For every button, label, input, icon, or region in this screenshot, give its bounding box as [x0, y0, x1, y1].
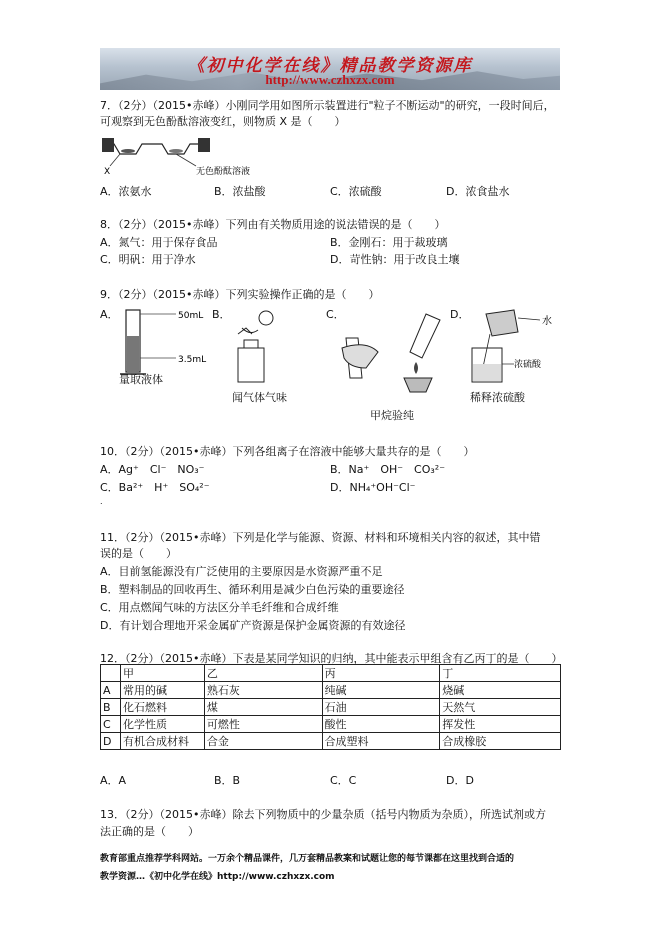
table-cell: A [101, 682, 121, 699]
q9-label-d[interactable]: D． [450, 308, 470, 321]
q9-stem: 9．（2分）（2015•赤峰）下列实验操作正确的是（ ） [100, 288, 380, 301]
table-cell: 天然气 [440, 699, 561, 716]
table-cell: 烧碱 [440, 682, 561, 699]
q11-stem-line2: 误的是（ ） [100, 547, 177, 560]
q9-figure-b-smell [228, 306, 288, 386]
q9-label-b[interactable]: B． [212, 308, 231, 321]
table-cell: 熟石灰 [204, 682, 322, 699]
table-row [101, 733, 561, 750]
table-row [101, 716, 561, 733]
q11-option-b[interactable]: B．塑料制品的回收再生、循环利用是减少白色污染的重要途径 [100, 583, 405, 596]
q7-option-c[interactable]: C．浓硫酸 [330, 185, 382, 198]
q10-option-a[interactable]: A．Ag⁺ Cl⁻ NO₃⁻ [100, 463, 205, 476]
table-header-cell: 甲 [120, 665, 204, 682]
q12-option-d[interactable]: D．D [446, 774, 474, 787]
table-cell: 纯碱 [322, 682, 440, 699]
q7-label-solution: 无色酚酞溶液 [196, 167, 251, 177]
footer-line1: 教育部重点推荐学科网站。一万余个精品课件，几万套精品教案和试题让您的每节课都在这里找到合适的 [100, 854, 515, 864]
q12-table [100, 664, 561, 750]
table-cell: 合成橡胶 [440, 733, 561, 750]
table-cell: 可燃性 [204, 716, 322, 733]
q12-stem: 12．（2分）（2015•赤峰）下表是某同学知识的归纳，其中能表示甲组含有乙丙丁的是（ ） [100, 652, 563, 665]
table-cell: 合金 [204, 733, 322, 750]
q9-caption-d: 稀释浓硫酸 [470, 391, 525, 404]
q7-label-x: X [104, 167, 111, 177]
q7-figure [100, 130, 300, 178]
q12-option-c[interactable]: C．C [330, 774, 357, 787]
q7-stem-line2: 可观察到无色酚酞溶液变红，则物质 X 是（ ） [100, 115, 346, 128]
table-cell: 煤 [204, 699, 322, 716]
q9-acid-label: 浓硫酸 [514, 360, 542, 370]
header-banner [100, 48, 560, 90]
q12-option-a[interactable]: A．A [100, 774, 127, 787]
q9-caption-a: 量取液体 [119, 373, 163, 386]
q8-option-b[interactable]: B．金刚石：用于裁玻璃 [330, 236, 448, 249]
q7-option-d[interactable]: D．浓食盐水 [446, 185, 510, 198]
table-header-cell: 丙 [322, 665, 440, 682]
table-row [101, 699, 561, 716]
table-header-cell: 丁 [440, 665, 561, 682]
table-header-cell [101, 665, 121, 682]
q9-label-c[interactable]: C． [326, 308, 345, 321]
q9-figure-d-dilute [462, 306, 562, 390]
q13-stem-line1: 13．（2分）（2015•赤峰）除去下列物质中的少量杂质（括号内物质为杂质），所选试剂或方 [100, 808, 546, 821]
table-row [101, 682, 561, 699]
q9-cylinder-top: 50mL [178, 311, 204, 321]
table-cell: 有机合成材料 [120, 733, 204, 750]
banner-url[interactable]: http://www.czhxzx.com [265, 72, 395, 87]
q8-option-c[interactable]: C．明矾：用于净水 [100, 253, 196, 266]
table-cell: 化石燃料 [120, 699, 204, 716]
q10-stem: 10．（2分）（2015•赤峰）下列各组离子在溶液中能够大量共存的是（ ） [100, 445, 475, 458]
banner-title: 《初中化学在线》精品教学资源库 [187, 56, 473, 76]
q11-option-a[interactable]: A．目前氢能源没有广泛使用的主要原因是水资源严重不足 [100, 565, 383, 578]
q13-stem-line2: 法正确的是（ ） [100, 825, 199, 838]
table-cell: 酸性 [322, 716, 440, 733]
q10-option-c[interactable]: C．Ba²⁺ H⁺ SO₄²⁻ [100, 481, 210, 494]
q8-stem: 8．（2分）（2015•赤峰）下列由有关物质用途的说法错误的是（ ） [100, 218, 446, 231]
table-cell: 常用的碱 [120, 682, 204, 699]
q11-option-d[interactable]: D．有计划合理地开采金属矿产资源是保护金属资源的有效途径 [100, 619, 406, 632]
footer-line2[interactable]: 教学资源…《初中化学在线》http://www.czhxzx.com [100, 872, 335, 882]
table-cell: C [101, 716, 121, 733]
q9-figure-c-methane [336, 308, 446, 404]
table-cell: 石油 [322, 699, 440, 716]
table-header-row [101, 665, 561, 682]
q12-option-b[interactable]: B．B [214, 774, 241, 787]
q9-cylinder-mark: 3.5mL [178, 355, 207, 365]
q10-stray-dot: . [100, 497, 103, 506]
q9-caption-b: 闻气体气味 [232, 391, 287, 404]
q11-option-c[interactable]: C．用点燃闻气味的方法区分羊毛纤维和合成纤维 [100, 601, 339, 614]
q9-water-label: 水 [542, 316, 552, 327]
q11-stem-line1: 11．（2分）（2015•赤峰）下列是化学与能源、资源、材料和环境相关内容的叙述，其中错 [100, 531, 541, 544]
table-header-cell: 乙 [204, 665, 322, 682]
q10-option-d[interactable]: D．NH₄⁺OH⁻Cl⁻ [330, 481, 416, 494]
q7-option-b[interactable]: B．浓盐酸 [214, 185, 266, 198]
q8-option-d[interactable]: D．苛性钠：用于改良土壤 [330, 253, 460, 266]
q10-option-b[interactable]: B．Na⁺ OH⁻ CO₃²⁻ [330, 463, 446, 476]
table-cell: 合成塑料 [322, 733, 440, 750]
q8-option-a[interactable]: A．氮气：用于保存食品 [100, 236, 218, 249]
table-cell: B [101, 699, 121, 716]
q7-option-a[interactable]: A．浓氨水 [100, 185, 152, 198]
q9-label-a[interactable]: A． [100, 308, 119, 321]
q9-caption-c: 甲烷验纯 [370, 409, 414, 422]
table-cell: D [101, 733, 121, 750]
table-cell: 挥发性 [440, 716, 561, 733]
table-cell: 化学性质 [120, 716, 204, 733]
q7-stem-line1: 7．（2分）（2015•赤峰）小刚同学用如图所示装置进行"粒子不断运动"的研究，一段时间后， [100, 99, 555, 112]
